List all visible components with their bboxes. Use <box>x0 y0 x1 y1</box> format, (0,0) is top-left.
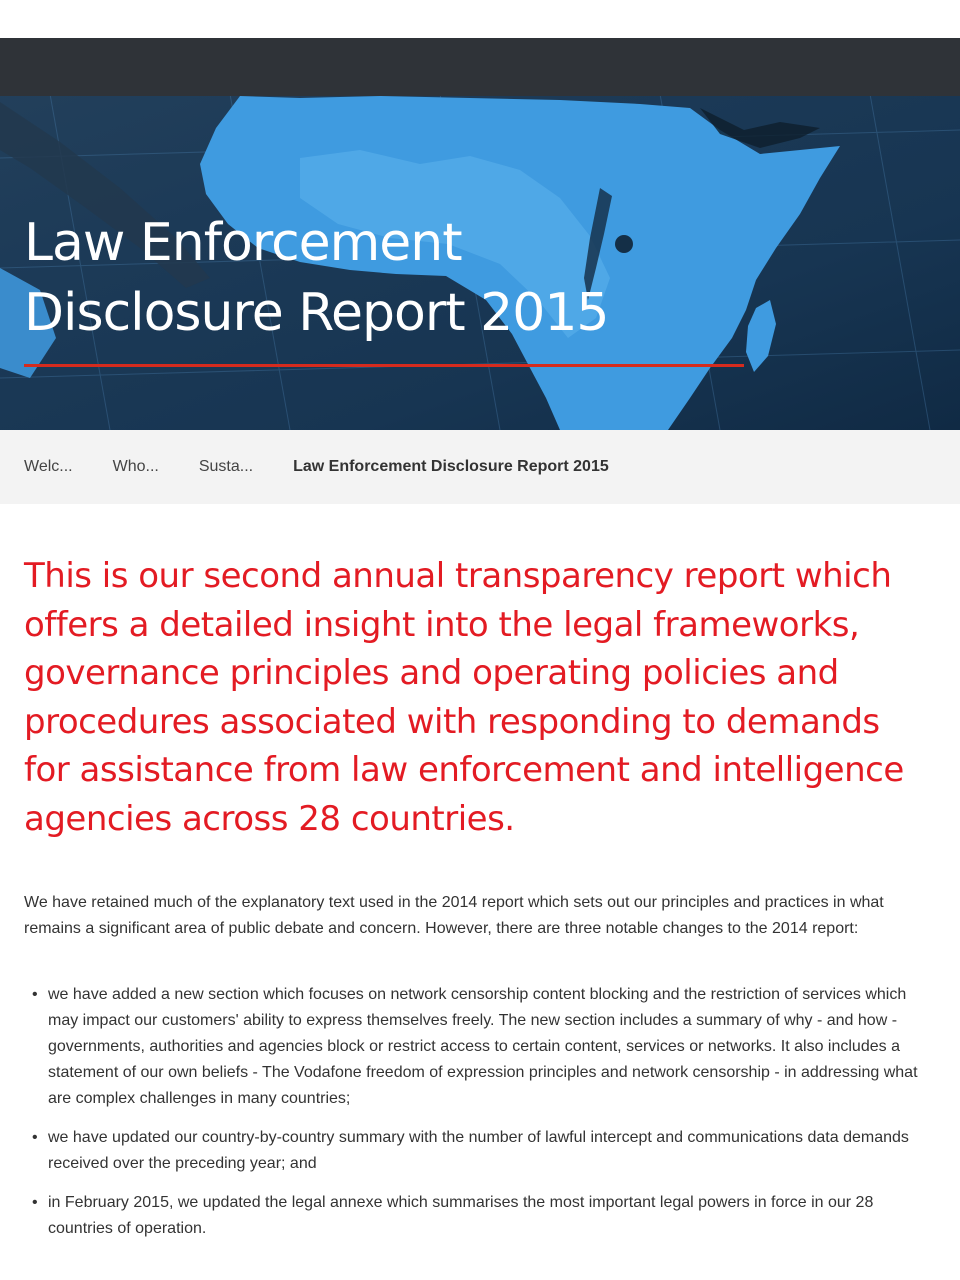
title-divider <box>24 364 744 367</box>
breadcrumb-item-sustainability[interactable]: Susta... <box>198 458 254 475</box>
breadcrumb-item-who[interactable]: Who... <box>112 458 159 475</box>
page-title-line-2: Disclosure Report 2015 <box>24 283 609 343</box>
top-strip <box>0 0 960 38</box>
breadcrumb-item-welcome[interactable]: Welc... <box>24 458 73 475</box>
page-title-line-1: Law Enforcement <box>24 213 462 273</box>
changes-list <box>24 982 924 1255</box>
breadcrumb <box>0 430 960 504</box>
hero-banner <box>0 38 960 430</box>
hero-top-bar <box>0 38 960 96</box>
intro-statement: This is our second annual transparency report which offers a detailed insight into the legal frameworks, governance principles and operating policies and procedures associated with responding to demands for assistance from law enforcement and intelligence agencies across 28 countries. <box>24 556 904 839</box>
breadcrumb-item-current: Law Enforcement Disclosure Report 2015 <box>293 458 609 475</box>
list-item: • we have added a new section which focuses on network censorship content blocking and the restriction of services which may impact our customers' ability to express themselves freely. The new section includes a summary of why - and how - governments, authorities and agencies block or restrict access to certain content, services or networks. It also includes a statement of our own beliefs - The Vodafone freedom of expression principles and network censorship - in addressing what are complex challenges in many countries; <box>24 982 924 1112</box>
page-title <box>24 208 608 348</box>
list-item: • in February 2015, we updated the legal annexe which summarises the most important legal powers in force in our 28 countries of operation. <box>24 1190 924 1242</box>
list-item: • we have updated our country-by-country summary with the number of lawful intercept and communications data demands received over the preceding year; and <box>24 1125 924 1177</box>
body-paragraph: We have retained much of the explanatory text used in the 2014 report which sets out our principles and practices in what remains a significant area of public debate and concern. However, there are three notable changes to the 2014 report: <box>24 894 884 937</box>
